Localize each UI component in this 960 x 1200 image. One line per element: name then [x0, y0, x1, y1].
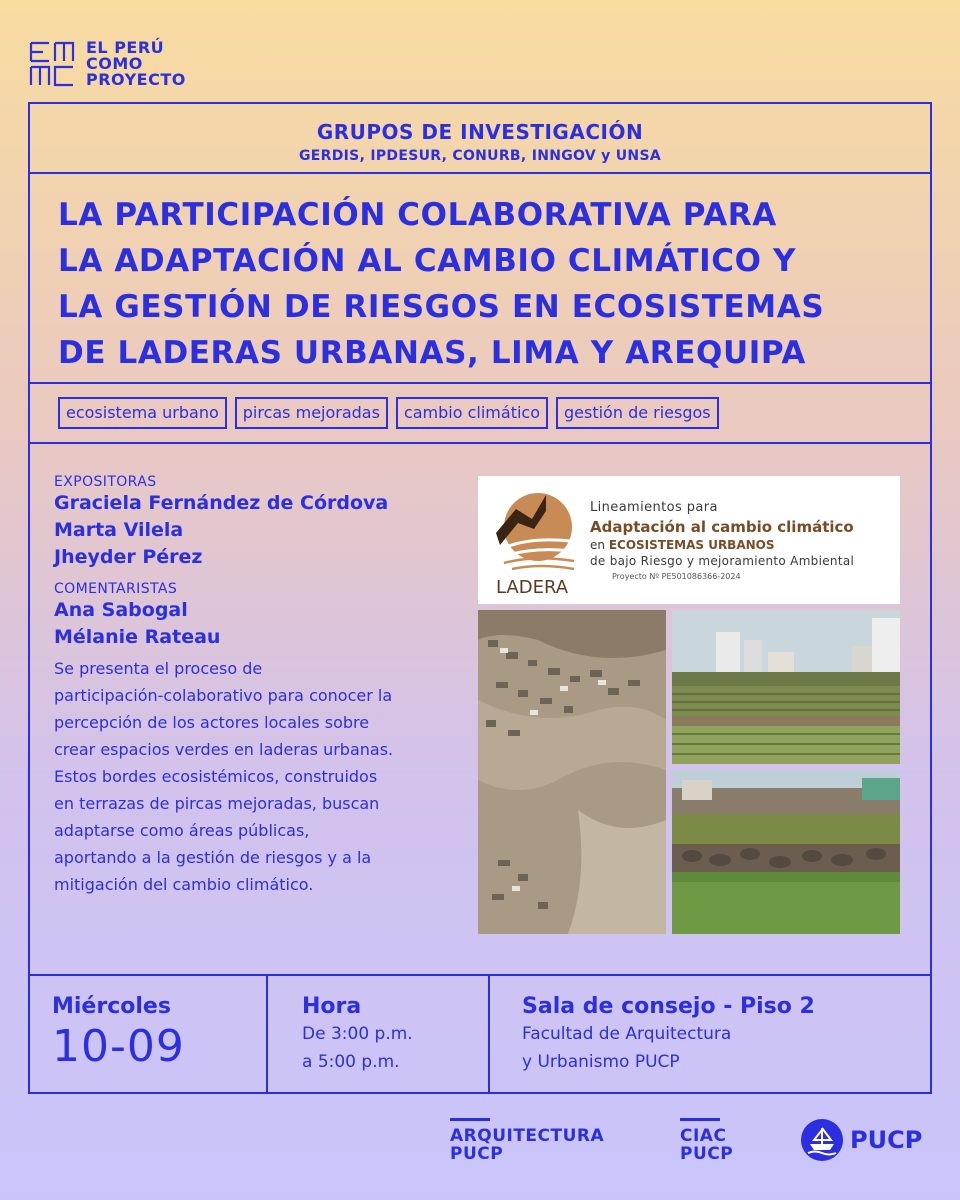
place-title: Sala de consejo - Piso 2 [522, 994, 815, 1019]
ciac-pucp-logo [680, 1118, 733, 1163]
city-photo-art [672, 610, 900, 764]
ladera-logo-icon [482, 481, 582, 599]
brand-line-3: PROYECTO [86, 70, 186, 89]
brand-line-1: EL PERÚ [86, 38, 165, 57]
tag: pircas mejoradas [235, 397, 388, 429]
ladera-project-card [478, 476, 900, 604]
commentator-name: Ana Sabogal [54, 599, 188, 621]
arq-line-1: ARQUITECTURA [450, 1126, 605, 1146]
aerial-hillside-photo [478, 610, 666, 934]
description-line: Se presenta el proceso de [54, 659, 263, 678]
terrace-photo-art [672, 770, 900, 934]
stone-terrace-photo [672, 770, 900, 934]
description-line: mitigación del cambio climático. [54, 875, 314, 894]
groups-title: GRUPOS DE INVESTIGACIÓN [316, 120, 644, 144]
brand-line-2: COMO [86, 54, 143, 73]
speaker-name: Marta Vilela [54, 519, 184, 541]
research-groups [30, 104, 930, 174]
time-cell [268, 976, 490, 1094]
ladera-line-3-prefix: en [590, 537, 609, 552]
place-cell [490, 976, 932, 1094]
comentaristas-label: COMENTARISTAS [54, 581, 178, 597]
tag-list [30, 384, 930, 444]
pucp-seal-icon [800, 1118, 844, 1162]
content-area [30, 444, 930, 974]
title-line: LA GESTIÓN DE RIESGOS EN ECOSISTEMAS [58, 289, 825, 325]
description-line: aportando a la gestión de riesgos y a la [54, 848, 372, 867]
description-line: en terrazas de pircas mejoradas, buscan [54, 794, 380, 813]
description-line: Estos bordes ecosistémicos, construidos [54, 767, 378, 786]
title-line: LA PARTICIPACIÓN COLABORATIVA PARA [58, 197, 777, 233]
ladera-line-2: Adaptación al cambio climático [590, 517, 854, 536]
event-description [54, 655, 474, 898]
pucp-wordmark: PUCP [850, 1126, 923, 1154]
expositoras-label: EXPOSITORAS [54, 474, 157, 490]
place-line-1: Facultad de Arquitectura [522, 1024, 732, 1044]
tag: ecosistema urbano [58, 397, 227, 429]
ciac-line-1: CIAC [680, 1126, 727, 1146]
ciac-line-2: PUCP [680, 1144, 734, 1164]
tag: cambio climático [396, 397, 548, 429]
city-terrace-photo [672, 610, 900, 764]
ladera-line-3 [590, 538, 854, 552]
description-line: participación-colaborativo para conocer la [54, 686, 393, 705]
commentator-name: Mélanie Rateau [54, 626, 221, 648]
time-to: a 5:00 p.m. [302, 1052, 400, 1072]
title-line: DE LADERAS URBANAS, LIMA Y AREQUIPA [58, 335, 806, 371]
arq-line-2: PUCP [450, 1144, 504, 1164]
description-line: percepción de los actores locales sobre [54, 713, 370, 732]
event-info [30, 974, 930, 1094]
tag: gestión de riesgos [556, 397, 719, 429]
title-line: LA ADAPTACIÓN AL CAMBIO CLIMÁTICO Y [58, 243, 797, 279]
arquitectura-pucp-logo [450, 1118, 604, 1163]
ladera-line-4: de bajo Riesgo y mejoramiento Ambiental [590, 553, 855, 568]
logo-bar [450, 1118, 490, 1121]
ladera-logo-word: LADERA [495, 577, 569, 598]
event-title [30, 174, 930, 384]
speaker-name: Jheyder Pérez [54, 546, 203, 568]
aerial-photo-art [478, 610, 666, 934]
description-line: adaptarse como áreas públicas, [54, 821, 310, 840]
time-from: De 3:00 p.m. [302, 1024, 413, 1044]
place-line-2: y Urbanismo PUCP [522, 1052, 680, 1072]
event-day: Miércoles [52, 994, 171, 1019]
event-date: 10-09 [52, 1021, 185, 1072]
pucp-logo [800, 1118, 922, 1162]
description-line: crear espacios verdes en laderas urbanas. [54, 740, 394, 759]
event-frame [28, 102, 932, 1094]
speaker-name: Graciela Fernández de Córdova [54, 492, 389, 514]
groups-subtitle: GERDIS, IPDESUR, CONURB, INNGOV y UNSA [299, 148, 661, 164]
date-cell [30, 976, 268, 1094]
ladera-line-3-bold: ECOSISTEMAS URBANOS [608, 537, 775, 552]
el-peru-como-proyecto-logo-icon [28, 40, 76, 88]
logo-bar [680, 1118, 720, 1121]
ladera-line-1: Lineamientos para [590, 499, 718, 515]
time-label: Hora [302, 994, 362, 1019]
ladera-project-number: Proyecto Nº PE501086366-2024 [612, 571, 741, 581]
speakers-column [54, 474, 474, 898]
brand [28, 40, 186, 88]
